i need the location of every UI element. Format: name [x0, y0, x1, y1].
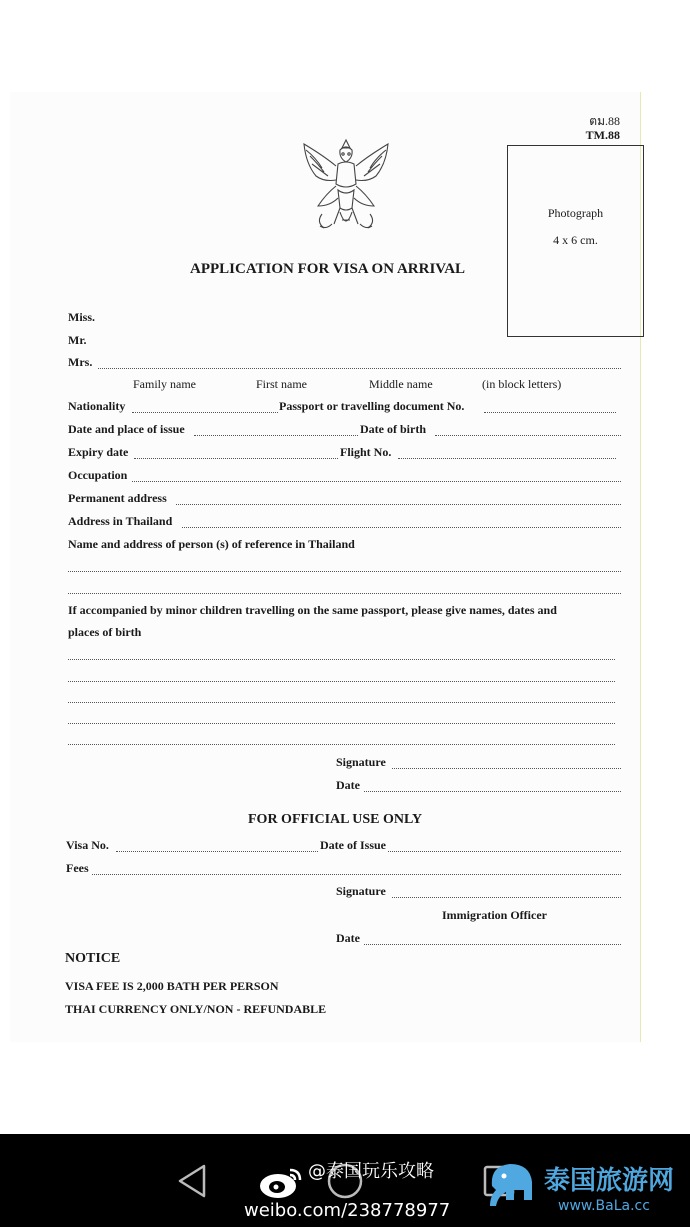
reference-field-1[interactable]	[68, 571, 621, 572]
minor-children-label: If accompanied by minor children travelling on the same passport, please give names, dates and	[68, 603, 557, 617]
occupation-label: Occupation	[68, 468, 128, 482]
date-place-issue-label: Date and place of issue	[68, 422, 185, 436]
date-field[interactable]	[364, 791, 621, 792]
site-name: 泰国旅游网	[544, 1166, 675, 1196]
name-field[interactable]	[98, 368, 621, 369]
reference-field-2[interactable]	[68, 593, 621, 594]
notice-currency: THAI CURRENCY ONLY/NON - REFUNDABLE	[65, 1002, 327, 1016]
photo-box	[507, 145, 644, 337]
date-place-issue-field[interactable]	[194, 435, 358, 436]
signature-label: Signature	[336, 755, 386, 769]
official-signature-label: Signature	[336, 884, 386, 898]
reference-person-label: Name and address of person (s) of reference in Thailand	[68, 537, 355, 551]
expiry-date-label: Expiry date	[68, 445, 129, 459]
permanent-address-label: Permanent address	[68, 491, 167, 505]
visa-no-label: Visa No.	[66, 838, 109, 852]
official-signature-field[interactable]	[392, 897, 621, 898]
immigration-officer-label: Immigration Officer	[442, 908, 547, 922]
address-thailand-field[interactable]	[182, 527, 621, 528]
children-field-4[interactable]	[68, 723, 615, 724]
signature-field[interactable]	[392, 768, 621, 769]
children-field-3[interactable]	[68, 702, 615, 703]
address-thailand-label: Address in Thailand	[68, 514, 173, 528]
form-code-thai: ตม.88	[589, 114, 620, 128]
notice-heading: NOTICE	[65, 951, 121, 966]
middle-name-label: Middle name	[369, 377, 433, 391]
flight-no-label: Flight No.	[340, 445, 392, 459]
permanent-address-field[interactable]	[176, 504, 621, 505]
minor-children-label-2: places of birth	[68, 625, 142, 639]
date-of-birth-label: Date of birth	[360, 422, 426, 436]
date-of-birth-field[interactable]	[435, 435, 621, 436]
official-date-label: Date	[336, 931, 360, 945]
back-triangle-icon[interactable]	[174, 1162, 210, 1200]
passport-label: Passport or travelling document No.	[279, 399, 465, 413]
weibo-logo-icon	[258, 1164, 304, 1200]
fees-field[interactable]	[92, 874, 621, 875]
notice-fee: VISA FEE IS 2,000 BATH PER PERSON	[65, 979, 279, 993]
first-name-label: First name	[256, 377, 307, 391]
date-of-issue-label: Date of Issue	[320, 838, 386, 852]
title-mr: Mr.	[68, 333, 87, 347]
nationality-label: Nationality	[68, 399, 126, 413]
title-mrs: Mrs.	[68, 355, 93, 369]
date-label: Date	[336, 778, 360, 792]
occupation-field[interactable]	[132, 481, 621, 482]
photo-size: 4 x 6 cm.	[553, 233, 598, 247]
form-code-en: TM.88	[585, 128, 620, 142]
expiry-date-field[interactable]	[134, 458, 338, 459]
block-letters-note: (in block letters)	[482, 377, 562, 391]
elephant-logo-icon	[484, 1156, 542, 1214]
weibo-url: weibo.com/238778977	[244, 1200, 451, 1221]
children-field-1[interactable]	[68, 659, 615, 660]
garuda-emblem-icon	[296, 134, 396, 238]
passport-field[interactable]	[484, 412, 616, 413]
nationality-field[interactable]	[132, 412, 278, 413]
official-date-field[interactable]	[364, 944, 621, 945]
form-title: APPLICATION FOR VISA ON ARRIVAL	[190, 261, 466, 277]
android-nav-bar	[0, 1134, 690, 1227]
date-of-issue-field[interactable]	[388, 851, 621, 852]
weibo-handle: @泰国玩乐攻略	[308, 1161, 434, 1182]
family-name-label: Family name	[133, 377, 196, 391]
site-url: www.BaLa.cc	[558, 1198, 650, 1214]
children-field-5[interactable]	[68, 744, 615, 745]
photo-label: Photograph	[547, 206, 604, 220]
visa-no-field[interactable]	[116, 851, 318, 852]
fees-label: Fees	[66, 861, 89, 875]
title-miss: Miss.	[68, 310, 95, 324]
official-heading: FOR OFFICIAL USE ONLY	[248, 812, 423, 827]
children-field-2[interactable]	[68, 681, 615, 682]
flight-no-field[interactable]	[398, 458, 616, 459]
